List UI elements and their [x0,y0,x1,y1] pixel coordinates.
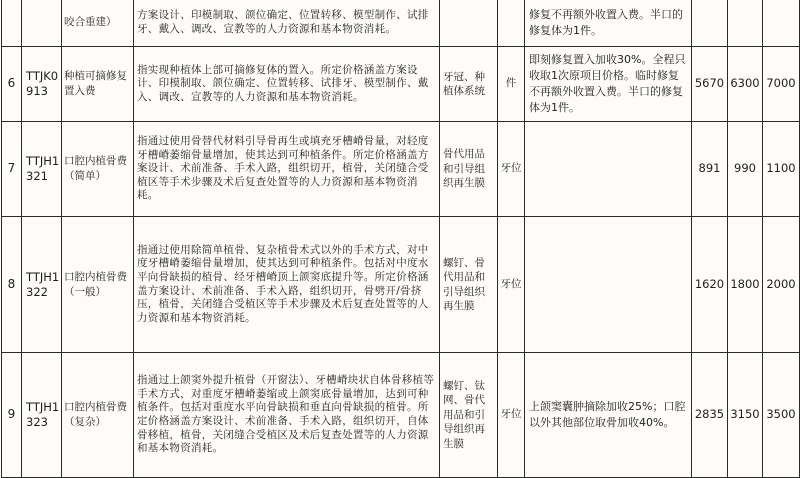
pricing-table [1,0,800,478]
item-name: 口腔内植骨费（一般） [62,217,134,353]
row-number: 6 [2,47,22,122]
item-name: 咬合重建） [62,0,134,47]
price-tier-3: 3500 [763,353,800,478]
pricing-unit [498,0,525,47]
item-name: 种植可摘修复置入费 [62,47,134,122]
pricing-unit: 牙位 [498,217,525,353]
item-code: TTJH1323 [22,353,62,478]
item-note: 即刻修复置入加收30%。全程只收取1次原项目价格。临时修复不再额外收置入费。半口的修复体为1件。 [525,47,692,122]
item-content: 指通过使用骨替代材料引导骨再生或填充牙槽嵴骨量，对轻度牙槽嵴萎缩骨量增加，使其达到可种植条件。所定价格涵盖方案设计、术前准备、手术入路，组织切开，植骨，关闭缝合受植区等手术步骤及术后复查处置等的人力资源和基本物资消耗。 [134,122,440,217]
item-code: TTJH1322 [22,217,62,353]
item-note [525,217,692,353]
excluded-items [440,0,498,47]
price-tier-2: 1800 [728,217,763,353]
price-tier-1: 1620 [692,217,728,353]
pricing-unit: 牙位 [498,353,525,478]
item-code [22,0,62,47]
price-tier-2: 990 [728,122,763,217]
item-code: TTJH1321 [22,122,62,217]
item-note [525,122,692,217]
excluded-items: 骨代用品和引导组织再生膜 [440,122,498,217]
pricing-unit: 牙位 [498,122,525,217]
table-row [2,0,800,47]
excluded-items: 螺钉、骨代用品和引导组织再生膜 [440,217,498,353]
price-tier-2 [728,0,763,47]
item-note: 上颌窦囊肿摘除加收25%；口腔以外其他部位取骨加收40%。 [525,353,692,478]
item-code: TTJK0913 [22,47,62,122]
item-content: 方案设计、印模制取、颌位确定、位置转移、模型制作、试排牙、戴入、调改、宣教等的人力资源和基本物资消耗。 [134,0,440,47]
row-number: 9 [2,353,22,478]
row-number [2,0,22,47]
price-tier-3: 7000 [763,47,800,122]
table-row [2,47,800,122]
item-content: 指通过使用除简单植骨、复杂植骨术式以外的手术方式，对中度牙槽嵴萎缩骨量增加，使其达到可种植条件。包括对中度水平向骨缺损的植骨、经牙槽嵴顶上颌窦底提升等。所定价格涵盖方案设计、术前准备、手术入路，组织切开，骨劈开/骨挤压，植骨，关闭缝合受植区等手术步骤及术后复查处置等的人力资源和基本物资消耗。 [134,217,440,353]
price-tier-2: 6300 [728,47,763,122]
price-tier-3: 1100 [763,122,800,217]
item-content: 指通过上颌窦外提升植骨（开窗法）、牙槽嵴块状自体骨移植等手术方式，对重度牙槽嵴萎缩或上颌窦底骨量增加，达到可种植条件。包括对重度水平向骨缺损和垂直向骨缺损的植骨。所定价格涵盖方案设计、术前准备、手术入路，组织切开，自体骨移植，植骨，关闭缝合受植区及术后复查处置等的人力资源和基本物资消耗。 [134,353,440,478]
item-name: 口腔内植骨费（简单） [62,122,134,217]
excluded-items: 螺钉、钛网、骨代用品和引导组织再生膜 [440,353,498,478]
price-tier-1: 5670 [692,47,728,122]
pricing-unit: 件 [498,47,525,122]
price-tier-1: 2835 [692,353,728,478]
price-tier-2: 3150 [728,353,763,478]
price-tier-1 [692,0,728,47]
row-number: 7 [2,122,22,217]
table-row [2,217,800,353]
item-content: 指实现种植体上部可摘修复体的置入。所定价格涵盖方案设计、印模制取、颌位确定、位置转移、试排牙、模型制作、戴入、调改、宣教等的人力资源和基本物资消耗。 [134,47,440,122]
item-name: 口腔内植骨费（复杂） [62,353,134,478]
table-row [2,122,800,217]
price-tier-3 [763,0,800,47]
price-tier-3: 2000 [763,217,800,353]
item-note: 修复不再额外收置入费。半口的修复体为1件。 [525,0,692,47]
table-row [2,353,800,478]
row-number: 8 [2,217,22,353]
price-tier-1: 891 [692,122,728,217]
excluded-items: 牙冠、种植体系统 [440,47,498,122]
